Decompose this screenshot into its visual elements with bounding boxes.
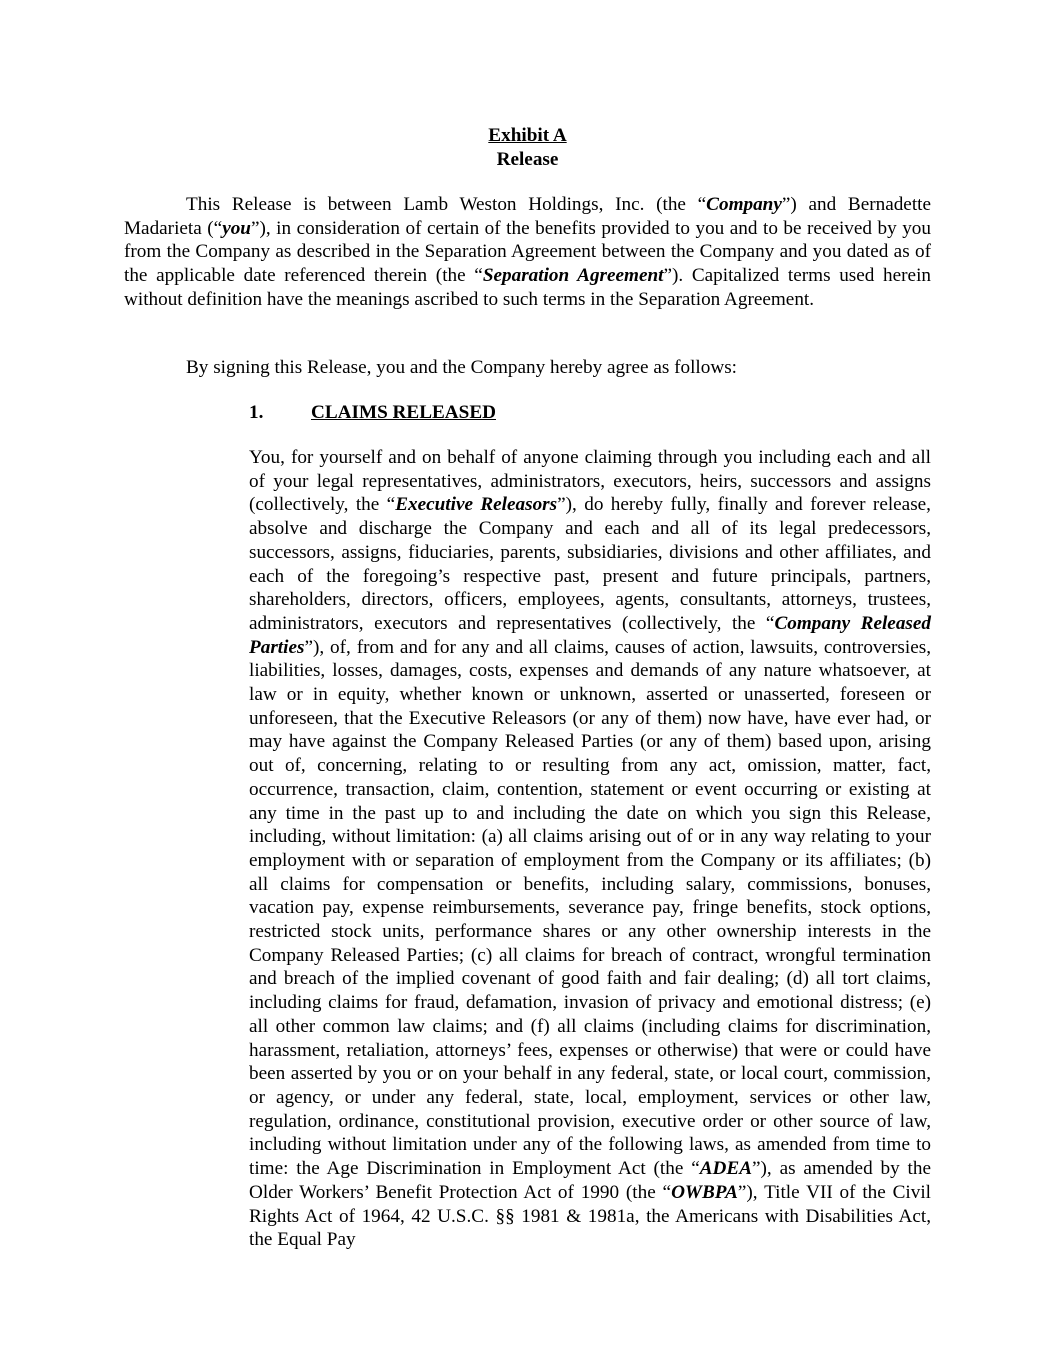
exhibit-label: Exhibit A (488, 125, 567, 146)
intro-paragraph (124, 193, 931, 312)
intro-text-2: ”) and Bernadette Madarieta (“ (124, 194, 932, 239)
section-1-text-4: ”), as amended by the Older Workers’ Benefit Protection Act of 1990 (the “ (249, 1158, 931, 1203)
defined-term-separation-agreement: Separation Agreement (482, 265, 664, 287)
section-1-text-3: ”), of, from and for any and all claims, causes of action, lawsuits, controversies, liabilities, losses, damages, costs, expenses and demands of any nature whatsoever, at law or in equity, whether known or unknown, asserted or unasserted, foreseen or unforeseen, that the Executive Releasors (or any of them) now have, have ever had, or may have against the Company Released Parties (or any of them) based upon, arising out of, concerning, relating to or resulting from any act, omission, matter, fact, occurrence, transaction, claim, contention, statement or event occurring or existing at any time in the past up to and including the date on which you sign this Release, including, without limitation: (a) all claims arising out of or in any way relating to your employment with or separation of employment from the Company or its affiliates; (b) all claims for compensation or benefits, including salary, commissions, bonuses, vacation pay, expense reimbursements, severance pay, fringe benefits, stock options, restricted stock units, performance shares or any other ownership interests in the Company Released Parties; (c) all claims for breach of contract, wrongful termination and breach of the implied covenant of good faith and fair dealing; (d) all tort claims, including claims for fraud, defamation, invasion of privacy and emotional distress; (e) all other common law claims; and (f) all claims (including claims for discrimination, harassment, retaliation, attorneys’ fees, expenses or otherwise) that were or could have been asserted by you or on your behalf in any federal, state, or local court, commission, or agency, or under any federal, state, local, employment, services or other law, regulation, ordinance, constitutional provision, executive order or other source of law, including without limitation under any of the following laws, as amended from time to time: the Age Discrimination in Employment Act (the “ (249, 636, 931, 1180)
defined-term-owbpa: OWBPA (671, 1181, 738, 1203)
section-1-text-5: ”), Title VII of the Civil Rights Act of 1964, 42 U.S.C. §§ 1981 & 1981a, the Americans with Disabilities Act, the Equal Pay (249, 1181, 931, 1251)
intro-text-4: ”). Capitalized terms used herein without definition have the meanings ascribed to such terms in the Separation Agreement. (124, 265, 931, 310)
defined-term-adea: ADEA (699, 1158, 753, 1180)
agreement-line: By signing this Release, you and the Company hereby agree as follows: (186, 357, 737, 378)
intro-text-1: This Release is between Lamb Weston Holdings, Inc. (the “ (186, 194, 707, 215)
defined-term-company-released-parties: Company Released Parties (249, 612, 931, 658)
section-1-body (249, 446, 931, 1252)
defined-term-executive-releasors: Executive Releasors (395, 494, 558, 516)
section-title: CLAIMS RELEASED (311, 402, 496, 423)
section-number: 1. (249, 402, 264, 423)
document-title-block (0, 124, 1055, 172)
intro-text-3: ”), in consideration of certain of the benefits provided to you and to be received by you from the Company as described in the Separation Agreement between the Company and you dated as of the applicable date referenced therein (the “ (124, 217, 931, 287)
document-title: Release (496, 149, 559, 170)
section-1-heading (249, 401, 496, 425)
defined-term-you: you (222, 217, 251, 239)
section-1-text-1: You, for yourself and on behalf of anyone claiming through you including each and all of your legal representatives, administrators, executors, heirs, successors and assigns (collectively, the “ (249, 447, 931, 516)
defined-term-company: Company (706, 194, 782, 215)
section-1-text-2: ”), do hereby fully, finally and forever release, absolve and discharge the Company and each and all of its legal predecessors, successors, assigns, fiduciaries, parents, subsidiaries, divisions and other affiliates, and each of the foregoing’s respective past, present and future principals, partners, shareholders, directors, officers, employees, agents, consultants, attorneys, trustees, administrators, executors and representatives (collectively, the “ (249, 494, 931, 634)
